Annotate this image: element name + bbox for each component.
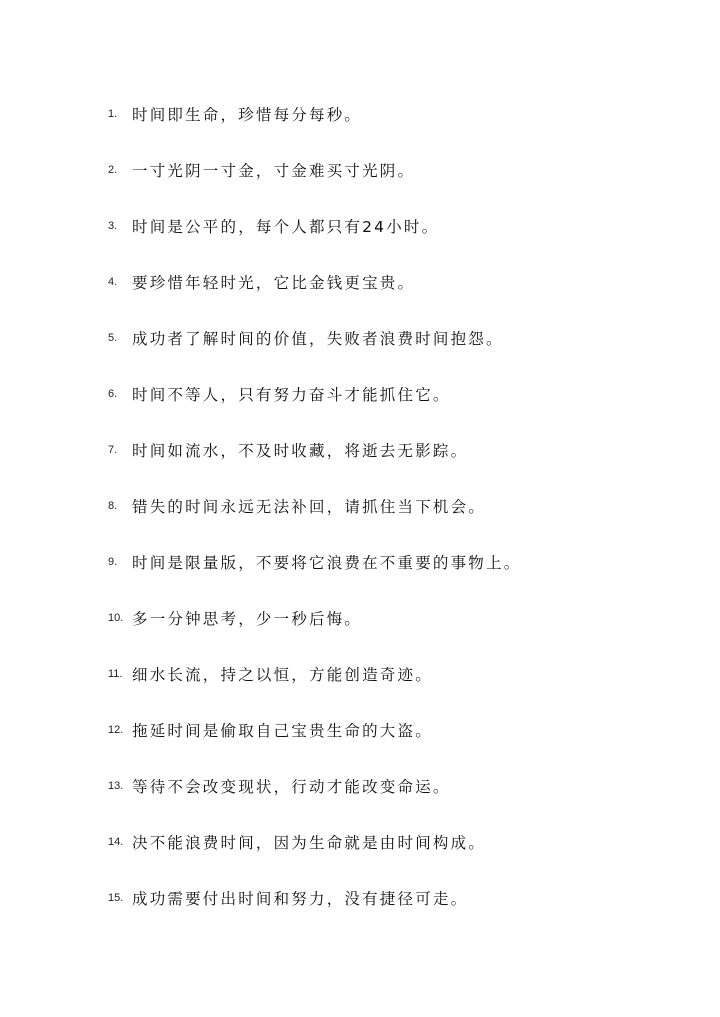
item-number: 14. xyxy=(108,836,124,848)
list-item xyxy=(108,758,521,814)
list-item xyxy=(108,646,521,702)
item-text: 等待不会改变现状，行动才能改变命运。 xyxy=(132,778,451,796)
item-text: 错失的时间永远无法补回，请抓住当下机会。 xyxy=(132,498,487,516)
list-item xyxy=(108,702,521,758)
list-item xyxy=(108,366,521,422)
item-number: 9. xyxy=(108,556,118,568)
list-item xyxy=(108,198,521,254)
list-item xyxy=(108,254,521,310)
item-number: 12. xyxy=(108,724,124,736)
item-text: 时间是公平的，每个人都只有24小时。 xyxy=(132,218,440,236)
item-text: 时间不等人，只有努力奋斗才能抓住它。 xyxy=(132,386,451,404)
list-item xyxy=(108,590,521,646)
item-number: 4. xyxy=(108,276,118,288)
item-text: 决不能浪费时间，因为生命就是由时间构成。 xyxy=(132,834,487,852)
list-item xyxy=(108,814,521,870)
item-text: 时间如流水，不及时收藏，将逝去无影踪。 xyxy=(132,442,469,460)
list-item xyxy=(108,422,521,478)
item-number: 1. xyxy=(108,108,118,120)
item-text: 时间是限量版，不要将它浪费在不重要的事物上。 xyxy=(132,554,522,572)
item-number: 10. xyxy=(108,612,124,624)
item-number: 6. xyxy=(108,388,118,400)
item-text: 多一分钟思考，少一秒后悔。 xyxy=(132,610,363,628)
list-item xyxy=(108,534,521,590)
item-number: 13. xyxy=(108,780,124,792)
item-text: 拖延时间是偷取自己宝贵生命的大盗。 xyxy=(132,722,433,740)
item-number: 11. xyxy=(108,668,123,680)
list-item xyxy=(108,478,521,534)
item-number: 2. xyxy=(108,164,118,176)
item-text: 细水长流，持之以恒，方能创造奇迹。 xyxy=(132,666,433,684)
quote-list xyxy=(108,86,521,926)
item-number: 7. xyxy=(108,444,118,456)
list-item xyxy=(108,310,521,366)
item-text: 成功需要付出时间和努力，没有捷径可走。 xyxy=(132,890,469,908)
item-number: 8. xyxy=(108,500,118,512)
list-item xyxy=(108,870,521,926)
item-number: 5. xyxy=(108,332,118,344)
item-text: 成功者了解时间的价值，失败者浪费时间抱怨。 xyxy=(132,330,504,348)
list-item xyxy=(108,142,521,198)
item-text: 一寸光阴一寸金，寸金难买寸光阴。 xyxy=(132,162,416,180)
item-number: 3. xyxy=(108,220,118,232)
item-number: 15. xyxy=(108,892,124,904)
item-text: 要珍惜年轻时光，它比金钱更宝贵。 xyxy=(132,274,416,292)
item-text: 时间即生命，珍惜每分每秒。 xyxy=(132,106,363,124)
list-item xyxy=(108,86,521,142)
